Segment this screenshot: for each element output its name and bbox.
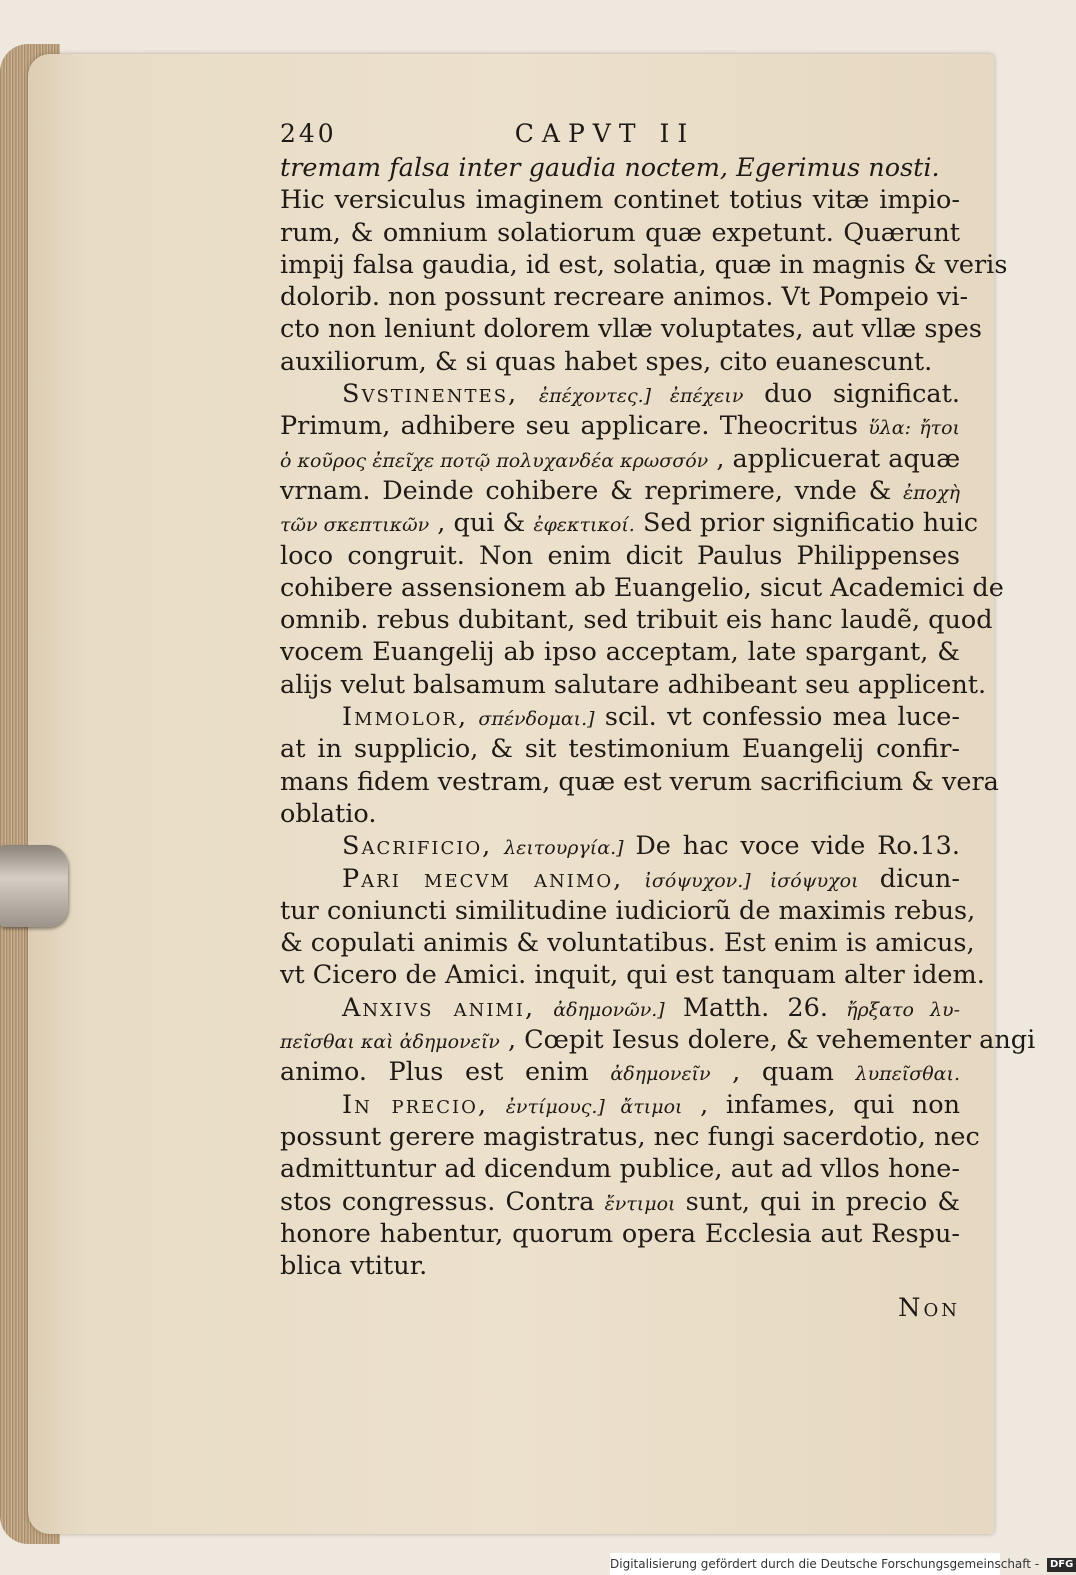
text-span: vrnam. Deinde cohibere & reprimere, vnde & xyxy=(280,475,903,506)
text-line xyxy=(280,540,960,572)
page-number: 240 xyxy=(280,119,337,148)
text-span: stos congressus. Contra xyxy=(280,1186,605,1217)
text-span: , applicuerat aquæ xyxy=(716,443,961,474)
page-clip xyxy=(0,845,68,927)
text-line xyxy=(280,572,1004,604)
text-line xyxy=(280,830,960,862)
text-line xyxy=(280,992,960,1024)
text-line xyxy=(280,1024,1036,1056)
text-line xyxy=(280,152,960,184)
text-line xyxy=(280,927,975,959)
text-span: mans fidem vestram, quæ est verum sacrificium & vera xyxy=(280,766,999,797)
greek-term: ἐφεκτικοί. xyxy=(533,514,635,537)
text-line xyxy=(280,1089,960,1121)
text-span: auxiliorum, & si quas habet spes, cito euanescunt. xyxy=(280,346,933,377)
text-line xyxy=(280,1121,980,1153)
greek-term: ἐποχὴ xyxy=(902,481,960,504)
text-span: , quam xyxy=(732,1057,856,1088)
greek-term: λυπεῖσθαι. xyxy=(855,1063,960,1086)
text-line xyxy=(280,184,960,216)
text-line xyxy=(280,669,987,701)
text-span: possunt gerere magistratus, nec fungi sacerdotio, nec xyxy=(280,1121,980,1152)
text-line xyxy=(280,313,982,345)
dfg-logo: DFG xyxy=(1047,1558,1076,1572)
text-line xyxy=(280,346,960,378)
greek-term: λειτουργία.] xyxy=(504,837,624,860)
text-span: blica vtitur. xyxy=(280,1251,428,1282)
footer-text: Digitalisierung gefördert durch die Deutsche Forschungsgemeinschaft - xyxy=(610,1557,1040,1571)
lemma: In precio, xyxy=(342,1089,489,1120)
running-head xyxy=(280,116,960,152)
text-line xyxy=(280,378,960,410)
greek-term: ἀδημονεῖν xyxy=(610,1063,711,1086)
text-span: De hac voce vide Ro.13. xyxy=(635,831,960,862)
text-span: oblatio. xyxy=(280,798,377,829)
text-span: tremam falsa inter gaudia noctem, Egerimus nosti. xyxy=(280,153,940,183)
greek-term: ἤρξατο λυ- xyxy=(846,998,960,1021)
text-line xyxy=(280,249,1008,281)
greek-term: ἔντιμοι xyxy=(604,1192,676,1215)
text-span: impij falsa gaudia, id est, solatia, quæ in magnis & veris xyxy=(280,249,1008,280)
text-line xyxy=(280,507,979,539)
text-span: , qui & xyxy=(437,508,534,539)
lemma: Svstinentes, xyxy=(342,379,519,410)
text-span: Sed prior significatio huic xyxy=(642,508,979,539)
text-line xyxy=(280,1250,960,1282)
running-title: CAPVT II xyxy=(514,119,696,148)
greek-term: ἐντίμους.] ἄτιμοι xyxy=(505,1095,683,1118)
text-block xyxy=(280,116,1036,1325)
text-span: scil. vt confessio mea luce- xyxy=(604,702,961,733)
text-line xyxy=(280,1056,960,1088)
text-line xyxy=(280,604,993,636)
text-span: admittuntur ad dicendum publice, aut ad vllos hone- xyxy=(280,1154,960,1185)
text-span: vocem Euangelij ab ipso acceptam, late spargant, & xyxy=(280,637,960,668)
text-line xyxy=(280,636,960,668)
lemma: Immolor, xyxy=(342,702,469,733)
greek-term: ἰσόψυχον.] ἰσόψυχοι xyxy=(644,869,859,892)
lemma: Sacrificio, xyxy=(342,831,493,862)
text-line xyxy=(280,863,960,895)
text-span: loco congruit. Non enim dicit Paulus Philippenses xyxy=(280,540,960,571)
text-line xyxy=(280,766,999,798)
digitization-footer xyxy=(610,1553,1074,1575)
text-line xyxy=(280,443,960,475)
text-line xyxy=(280,410,960,442)
text-line xyxy=(280,733,960,765)
text-span: honore habentur, quorum opera Ecclesia aut Respu- xyxy=(280,1218,960,1249)
text-line xyxy=(280,281,969,313)
text-span: Matth. 26. xyxy=(682,992,847,1023)
lemma: Pari mecvm animo, xyxy=(342,863,624,894)
greek-term: ὁ κοῦρος ἐπεῖχε ποτῷ πολυχανδέα κρωσσόν xyxy=(280,449,709,472)
text-line xyxy=(280,895,976,927)
text-span: alijs velut balsamum salutare adhibeant seu applicent. xyxy=(280,669,987,700)
text-span: cohibere assensionem ab Euangelio, sicut Academici de xyxy=(280,572,1004,603)
text-span: , Cœpit Iesus dolere, & vehementer angi xyxy=(507,1025,1036,1056)
text-span: Primum, adhibere seu applicare. Theocritus xyxy=(280,411,869,442)
text-span: dolorib. non possunt recreare animos. Vt Pompeio vi- xyxy=(280,282,969,313)
greek-term: τῶν σκεπτικῶν xyxy=(280,514,430,537)
text-span: cto non leniunt dolorem vllæ voluptates, aut vllæ spes xyxy=(280,314,982,345)
text-line xyxy=(280,701,960,733)
text-span: duo significat. xyxy=(764,379,960,410)
text-line xyxy=(280,1153,960,1185)
text-line xyxy=(280,475,960,507)
text-line xyxy=(280,1218,960,1250)
lemma: Anxivs animi, xyxy=(342,992,536,1023)
text-line xyxy=(280,798,960,830)
greek-term: ἀδημονῶν.] xyxy=(553,998,665,1021)
text-span: sunt, qui in precio & xyxy=(685,1186,961,1217)
text-span: animo. Plus est enim xyxy=(280,1057,611,1088)
greek-term: ὕλα: ἤτοι xyxy=(868,417,960,440)
greek-term: ἐπέχοντες.] ἐπέχειν xyxy=(538,385,744,408)
text-span: rum, & omnium solatiorum quæ expetunt. Quærunt xyxy=(280,217,960,248)
greek-term: πεῖσθαι καὶ ἀδημονεῖν xyxy=(280,1031,500,1054)
body-text xyxy=(280,152,1036,1282)
greek-term: σπένδομαι.] xyxy=(478,708,595,731)
text-line xyxy=(280,1186,960,1218)
text-span: vt Cicero de Amici. inquit, qui est tanquam alter idem. xyxy=(280,960,985,991)
text-span: tur coniuncti similitudine iudiciorũ de maximis rebus, xyxy=(280,895,976,926)
catchword: Non xyxy=(898,1293,960,1324)
text-span: , infames, qui non xyxy=(700,1089,961,1120)
text-span: Hic versiculus imaginem continet totius vitæ impio- xyxy=(280,185,960,216)
text-line xyxy=(280,217,960,249)
text-span: omnib. rebus dubitant, sed tribuit eis hanc laudẽ, quod xyxy=(280,605,993,636)
text-line xyxy=(280,959,985,991)
text-span: at in supplicio, & sit testimonium Euangelij confir- xyxy=(280,734,960,765)
text-span: dicun- xyxy=(879,863,960,894)
text-span: & copulati animis & voluntatibus. Est enim is amicus, xyxy=(280,928,975,959)
